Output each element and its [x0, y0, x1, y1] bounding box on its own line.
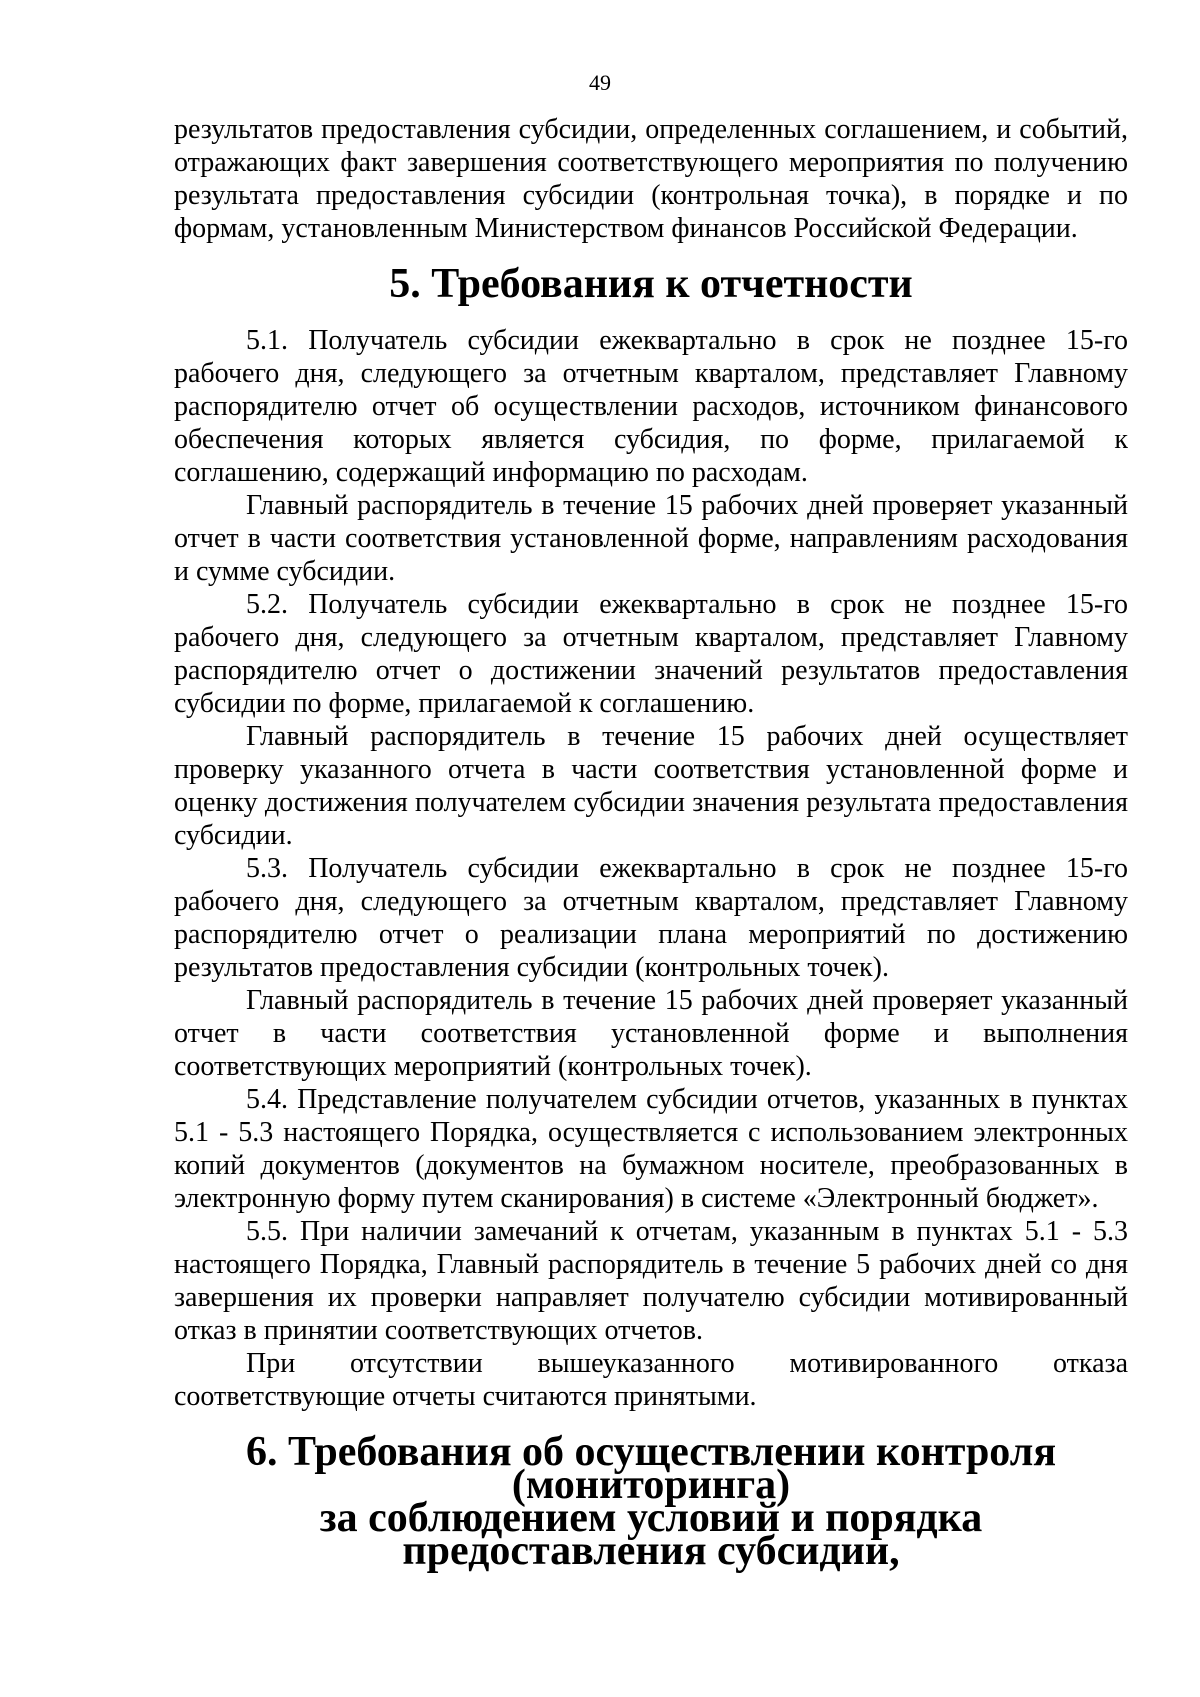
section-5-title: 5. Требования к отчетности: [389, 261, 913, 307]
section-6-title-line-1: 6. Требования об осуществлении контроля (мониторинга): [245, 1429, 1057, 1508]
section-6-heading: [174, 1429, 1128, 1574]
paragraph-5-2-check: Главный распорядитель в течение 15 рабочих дней осуществляет проверку указанного отчета в части соответствия установленной форме и оценку достижения получателем субсидии значения результата предоставления субсидии.: [174, 721, 1128, 851]
page-number: 49: [589, 70, 611, 95]
paragraph-5-5: 5.5. При наличии замечаний к отчетам, указанным в пунктах 5.1 - 5.3 настоящего Порядка, Главный распорядитель в течение 5 рабочих дней со дня завершения их проверки направляет получателю субсидии мотивированный отказ в принятии соответствующих отчетов.: [174, 1216, 1128, 1346]
paragraph-5-1: 5.1. Получатель субсидии ежеквартально в срок не позднее 15-го рабочего дня, следующего за отчетным кварталом, представляет Главному распорядителю отчет об осуществлении расходов, источником финансового обеспечения которых является субсидия, по форме, прилагаемой к соглашению, содержащий информацию по расходам.: [174, 325, 1128, 488]
section-6-title-line-2: за соблюдением условий и порядка предоставления субсидии,: [319, 1495, 983, 1574]
paragraph-5-4: 5.4. Представление получателем субсидии отчетов, указанных в пунктах 5.1 - 5.3 настоящего Порядка, осуществляется с использованием электронных копий документов (документов на бумажном носителе, преобразованных в электронную форму путем сканирования) в системе «Электронный бюджет».: [174, 1084, 1128, 1214]
paragraph-5-3: 5.3. Получатель субсидии ежеквартально в срок не позднее 15-го рабочего дня, следующего за отчетным кварталом, представляет Главному распорядителю отчет о реализации плана мероприятий по достижению результатов предоставления субсидии (контрольных точек).: [174, 853, 1128, 983]
paragraph-5-3-check: Главный распорядитель в течение 15 рабочих дней проверяет указанный отчет в части соответствия установленной форме и выполнения соответствующих мероприятий (контрольных точек).: [174, 985, 1128, 1082]
paragraph-5-2: 5.2. Получатель субсидии ежеквартально в срок не позднее 15-го рабочего дня, следующего за отчетным кварталом, представляет Главному распорядителю отчет о достижении значений результатов предоставления субсидии по форме, прилагаемой к соглашению.: [174, 589, 1128, 719]
paragraph-5-5-acceptance: При отсутствии вышеуказанного мотивированного отказа соответствующие отчеты считаются принятыми.: [174, 1348, 1128, 1412]
paragraph-5-1-check: Главный распорядитель в течение 15 рабочих дней проверяет указанный отчет в части соответствия установленной форме, направлениям расходования и сумме субсидии.: [174, 490, 1128, 587]
intro-paragraph: результатов предоставления субсидии, определенных соглашением, и событий, отражающих факт завершения соответствующего мероприятия по получению результата предоставления субсидии (контрольная точка), в порядке и по формам, установленным Министерством финансов Российской Федерации.: [174, 114, 1128, 244]
document-body: [174, 113, 1128, 1574]
